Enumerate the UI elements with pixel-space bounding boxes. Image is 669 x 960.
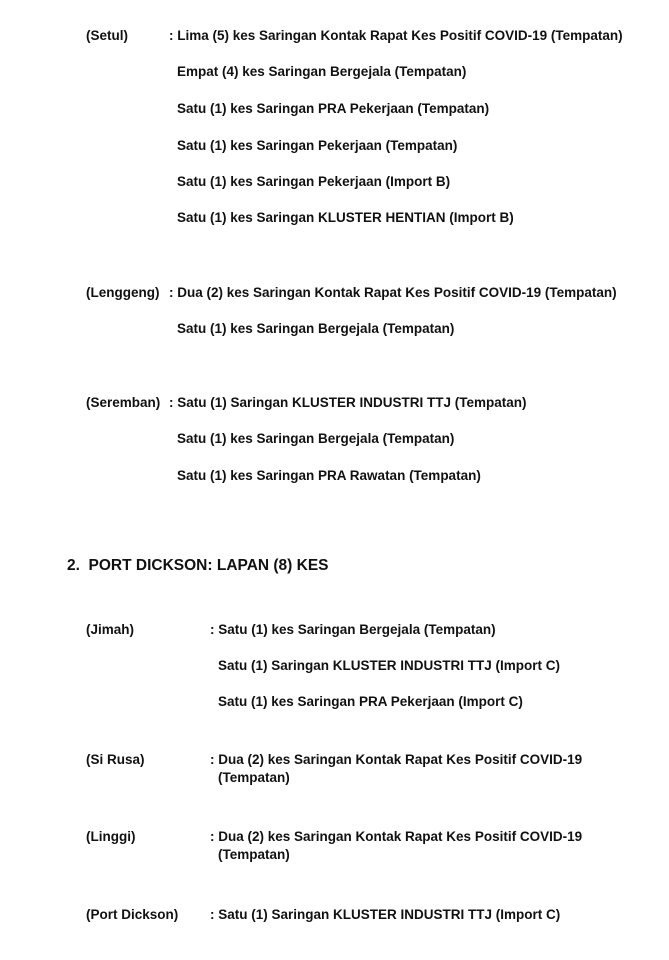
case-line: Satu (1) Saringan KLUSTER INDUSTRI TTJ (Import C): [218, 658, 561, 673]
case-line: Satu (1) kes Saringan PRA Rawatan (Tempatan): [177, 468, 481, 483]
area-label-lenggeng: (Lenggeng): [86, 285, 160, 300]
case-line: : Satu (1) Saringan KLUSTER INDUSTRI TTJ (Import C): [210, 907, 561, 922]
case-line: (Tempatan): [218, 847, 290, 862]
area-label-seremban: (Seremban): [86, 395, 161, 410]
case-line: Satu (1) kes Saringan Bergejala (Tempatan): [177, 431, 455, 446]
area-label-linggi: (Linggi): [86, 829, 136, 844]
case-line: : Dua (2) kes Saringan Kontak Rapat Kes Positif COVID-19: [210, 752, 583, 767]
area-label-jimah: (Jimah): [86, 622, 135, 637]
area-label-si-rusa: (Si Rusa): [86, 752, 145, 767]
case-line: : Dua (2) kes Saringan Kontak Rapat Kes Positif COVID-19: [210, 829, 583, 844]
district-heading-port-dickson: 2. PORT DICKSON: LAPAN (8) KES: [67, 557, 329, 574]
case-line: (Tempatan): [218, 770, 290, 785]
case-line: Satu (1) kes Saringan Pekerjaan (Tempatan): [177, 138, 458, 153]
case-line: : Lima (5) kes Saringan Kontak Rapat Kes Positif COVID-19 (Tempatan): [169, 28, 623, 43]
case-line: : Dua (2) kes Saringan Kontak Rapat Kes Positif COVID-19 (Tempatan): [169, 285, 617, 300]
case-line: Satu (1) kes Saringan PRA Pekerjaan (Import C): [218, 694, 523, 709]
case-line: : Satu (1) Saringan KLUSTER INDUSTRI TTJ (Tempatan): [169, 395, 527, 410]
area-label-port-dickson: (Port Dickson): [86, 907, 179, 922]
case-line: Satu (1) kes Saringan PRA Pekerjaan (Tempatan): [177, 101, 490, 116]
area-label-setul: (Setul): [86, 28, 128, 43]
case-line: Empat (4) kes Saringan Bergejala (Tempatan): [177, 64, 467, 79]
case-line: Satu (1) kes Saringan KLUSTER HENTIAN (Import B): [177, 210, 514, 225]
case-line: : Satu (1) kes Saringan Bergejala (Tempatan): [210, 622, 496, 637]
case-line: Satu (1) kes Saringan Pekerjaan (Import B): [177, 174, 451, 189]
case-line: Satu (1) kes Saringan Bergejala (Tempatan): [177, 321, 455, 336]
